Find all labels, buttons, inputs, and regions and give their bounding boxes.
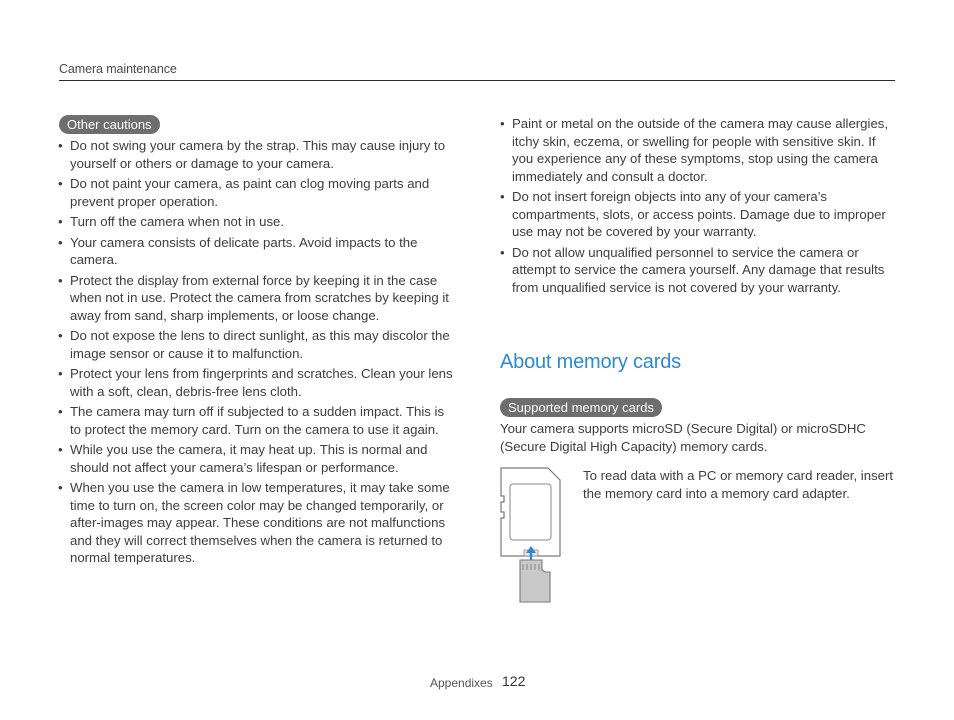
list-item: • Paint or metal on the outside of the camera may cause allergies, itchy skin, eczema, or swelling for people with sensitive skin. If you experience any of these symptoms, stop using the camera immediately and consult a doctor. <box>500 115 898 185</box>
list-item: • When you use the camera in low temperatures, it may take some time to turn on, the screen color may be changed temporarily, or after-images may appear. These conditions are not malfunctions and they will correct themselves when the camera is returned to normal temperatures. <box>58 479 456 567</box>
list-item: • Do not insert foreign objects into any of your camera’s compartments, slots, or access points. Damage due to improper use may not be covered by your warranty. <box>500 188 898 241</box>
list-item: • Do not paint your camera, as paint can clog moving parts and prevent proper operation. <box>58 175 456 210</box>
supported-cards-text: Your camera supports microSD (Secure Digital) or microSDHC (Secure Digital High Capacity) memory cards. <box>500 421 866 454</box>
running-header: Camera maintenance <box>59 62 177 76</box>
list-item: • Turn off the camera when not in use. <box>58 213 456 231</box>
section-title: About memory cards <box>500 351 681 373</box>
more-cautions-list <box>500 115 898 299</box>
supported-cards-badge: Supported memory cards <box>500 398 662 417</box>
footer-section-label: Appendixes <box>430 676 493 690</box>
list-item: • Your camera consists of delicate parts. Avoid impacts to the camera. <box>58 234 456 269</box>
other-cautions-list <box>58 137 456 570</box>
adapter-instruction-text: To read data with a PC or memory card reader, insert the memory card into a memory card adapter. <box>583 468 894 501</box>
list-item: • Protect your lens from fingerprints and scratches. Clean your lens with a soft, clean, debris-free lens cloth. <box>58 365 456 400</box>
list-item: • Do not swing your camera by the strap. This may cause injury to yourself or others or damage to your camera. <box>58 137 456 172</box>
list-item: • The camera may turn off if subjected to a sudden impact. This is to protect the memory card. Turn on the camera to use it again. <box>58 403 456 438</box>
list-item: • Do not expose the lens to direct sunlight, as this may discolor the image sensor or cause it to malfunction. <box>58 327 456 362</box>
page-number: 122 <box>502 673 526 689</box>
other-cautions-badge: Other cautions <box>59 115 160 134</box>
list-item: • Protect the display from external force by keeping it in the case when not in use. Protect the camera from scratches by keeping it away from sand, sharp implements, or loose change. <box>58 272 456 325</box>
header-divider <box>59 80 895 81</box>
list-item: • While you use the camera, it may heat up. This is normal and should not affect your camera’s lifespan or performance. <box>58 441 456 476</box>
memory-card-adapter-icon <box>500 466 562 606</box>
list-item: • Do not allow unqualified personnel to service the camera or attempt to service the camera yourself. Any damage that results from unqualified service is not covered by your warranty. <box>500 244 898 297</box>
